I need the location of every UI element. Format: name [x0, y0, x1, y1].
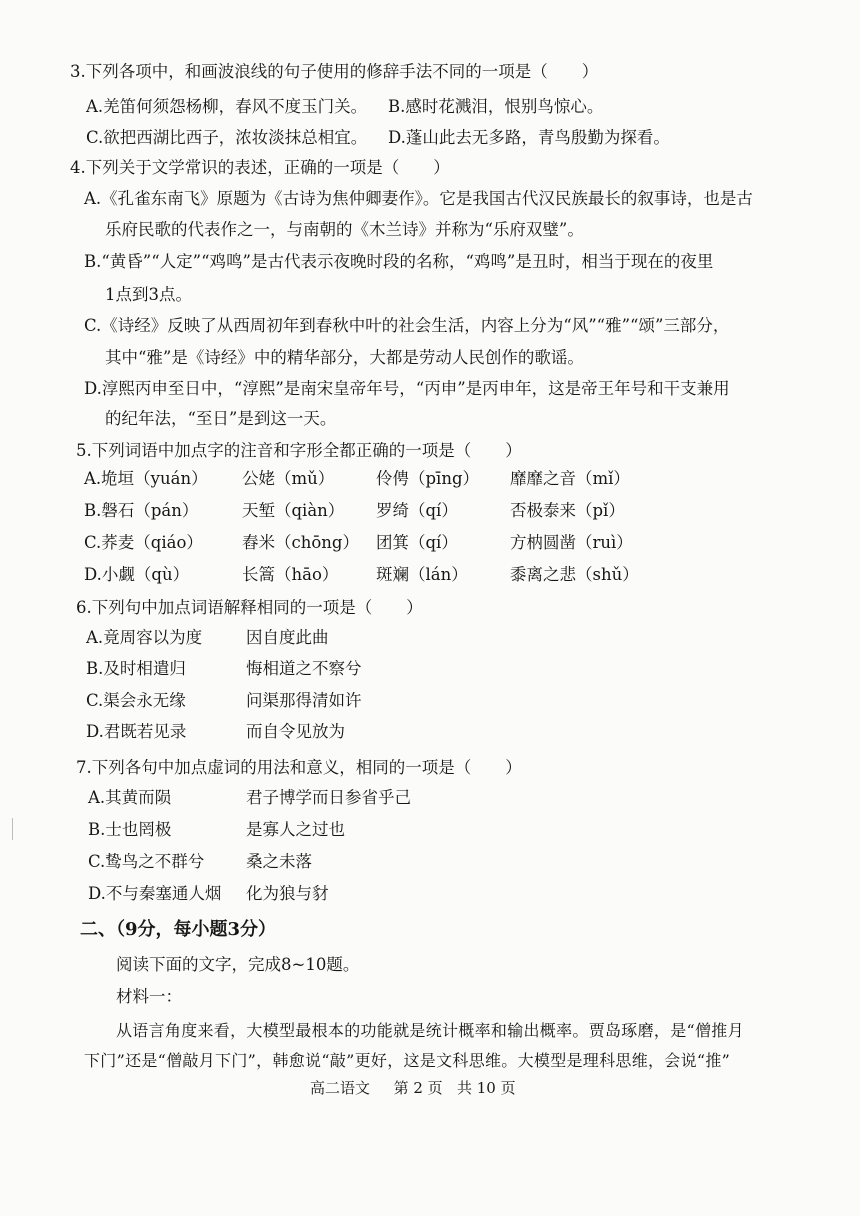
question-6-close-paren: ）	[406, 598, 423, 617]
q5-option-a-word4: 靡靡之音（mǐ）	[510, 469, 630, 488]
q5-option-d-word2: 长篙（hāo）	[242, 565, 339, 584]
reading-instruction: 阅读下面的文字，完成8~10题。	[116, 955, 360, 974]
q5-option-c-word1: C.荞麦（qiáo）	[84, 533, 203, 552]
q3-option-c: C.欲把西湖比西子，浓妆淡抹总相宜。	[86, 128, 368, 147]
question-4-text: 4.下列关于文学常识的表述，正确的一项是（	[70, 158, 400, 177]
question-4-stem	[70, 157, 450, 179]
q7-option-c-phrase1: C.鸷鸟之不群兮	[88, 852, 205, 871]
q4-option-c-line1: C.《诗经》反映了从西周初年到春秋中叶的社会生活，内容上分为“风”“雅”“颂”三部分，	[84, 316, 730, 335]
q4-option-c-line2: 其中“雅”是《诗经》中的精华部分，大都是劳动人民创作的歌谣。	[105, 348, 584, 367]
q5-option-d-word1: D.小觑（qù）	[84, 565, 190, 584]
q5-option-b-word2: 天堑（qiàn）	[242, 501, 345, 520]
q4-option-b-line2: 1点到3点。	[105, 285, 192, 304]
q4-option-d-line2: 的纪年法，“至日”是到这一天。	[105, 409, 337, 428]
q5-option-b-word4: 否极泰来（pǐ）	[510, 501, 625, 520]
q5-option-c-word2: 舂米（chōng）	[242, 533, 359, 552]
material-paragraph-line2: 下门”还是“僧敲月下门”，韩愈说“敲”更好，这是文科思维。大模型是理科思维，会说“推”	[84, 1051, 731, 1070]
question-5-stem	[76, 440, 522, 462]
q5-option-b-word3: 罗绮（qí）	[376, 501, 458, 520]
q3-option-d: D.蓬山此去无多路，青鸟殷勤为探看。	[388, 128, 670, 147]
q7-option-d-phrase2: 化为狼与豺	[246, 884, 329, 903]
q6-option-a-phrase2: 因自度此曲	[246, 628, 329, 647]
material-paragraph-line1: 从语言角度来看，大模型最根本的功能就是统计概率和输出概率。贾岛琢磨，是“僧推月	[116, 1021, 744, 1040]
q6-option-d-phrase2: 而自令见放为	[246, 722, 345, 741]
q7-option-a-phrase1: A.其黄而陨	[88, 788, 172, 807]
question-6-text: 6.下列句中加点词语解释相同的一项是（	[76, 598, 373, 617]
page-footer	[310, 1078, 516, 1098]
q4-option-d-line1: D.淳熙丙申至日中，“淳熙”是南宋皇帝年号，“丙申”是丙申年，这是帝王年号和干支兼用	[84, 379, 730, 398]
q5-option-d-word3: 斑斓（lán）	[376, 565, 468, 584]
q7-option-a-phrase2: 君子博学而日参省乎己	[246, 788, 411, 807]
question-6-stem	[76, 597, 423, 619]
q4-option-a-line2: 乐府民歌的代表作之一，与南朝的《木兰诗》并称为“乐府双璧”。	[105, 220, 584, 239]
q7-option-b-phrase1: B.士也罔极	[88, 820, 172, 839]
q5-option-a-word1: A.垝垣（yuán）	[84, 469, 208, 488]
section-2-heading: 二、（9分，每小题3分）	[80, 919, 277, 940]
question-5-close-paren: ）	[505, 441, 522, 460]
q5-option-a-word3: 伶俜（pīng）	[376, 469, 480, 488]
question-7-stem	[76, 757, 522, 779]
footer-page-info: 第 2 页 共 10 页	[393, 1079, 516, 1097]
q6-option-a-phrase1: A.竟周容以为度	[86, 628, 203, 647]
q7-option-b-phrase2: 是寡人之过也	[246, 820, 345, 839]
question-4-close-paren: ）	[433, 158, 450, 177]
q4-option-b-line1: B.“黄昏”“人定”“鸡鸣”是古代表示夜晚时段的名称，“鸡鸣”是丑时，相当于现在的夜里	[84, 252, 714, 271]
question-3-text: 3.下列各项中，和画波浪线的句子使用的修辞手法不同的一项是（	[70, 62, 548, 81]
q5-option-c-word3: 团箕（qí）	[376, 533, 458, 552]
q7-option-c-phrase2: 桑之未落	[246, 852, 312, 871]
q5-option-c-word4: 方枘圆凿（ruì）	[510, 533, 633, 552]
q4-option-a-line1: A.《孔雀东南飞》原题为《古诗为焦仲卿妻作》。它是我国古代汉民族最长的叙事诗，也是古	[84, 189, 753, 208]
question-5-text: 5.下列词语中加点字的注音和字形全都正确的一项是（	[76, 441, 472, 460]
question-3-close-paren: ）	[581, 62, 599, 81]
question-7-close-paren: ）	[505, 758, 522, 777]
q7-option-d-phrase1: D.不与秦塞通人烟	[88, 884, 222, 903]
material-label: 材料一：	[116, 987, 182, 1006]
q6-option-c-phrase1: C.渠会永无缘	[86, 691, 186, 710]
q3-option-a: A.羌笛何须怨杨柳，春风不度玉门关。	[86, 97, 368, 116]
q5-option-a-word2: 公姥（mǔ）	[242, 469, 335, 488]
footer-subject: 高二语文	[310, 1079, 371, 1097]
question-3-stem	[70, 61, 598, 83]
q3-option-b: B.感时花溅泪，恨别鸟惊心。	[388, 97, 604, 116]
q5-option-b-word1: B.磐石（pán）	[84, 501, 199, 520]
q6-option-d-phrase1: D.君既若见录	[86, 722, 187, 741]
scan-edge-mark	[12, 818, 13, 840]
q6-option-c-phrase2: 问渠那得清如许	[246, 691, 362, 710]
q6-option-b-phrase2: 悔相道之不察兮	[246, 659, 362, 678]
q6-option-b-phrase1: B.及时相遣归	[86, 659, 186, 678]
q5-option-d-word4: 黍离之悲（shǔ）	[510, 565, 639, 584]
question-7-text: 7.下列各句中加点虚词的用法和意义，相同的一项是（	[76, 758, 472, 777]
